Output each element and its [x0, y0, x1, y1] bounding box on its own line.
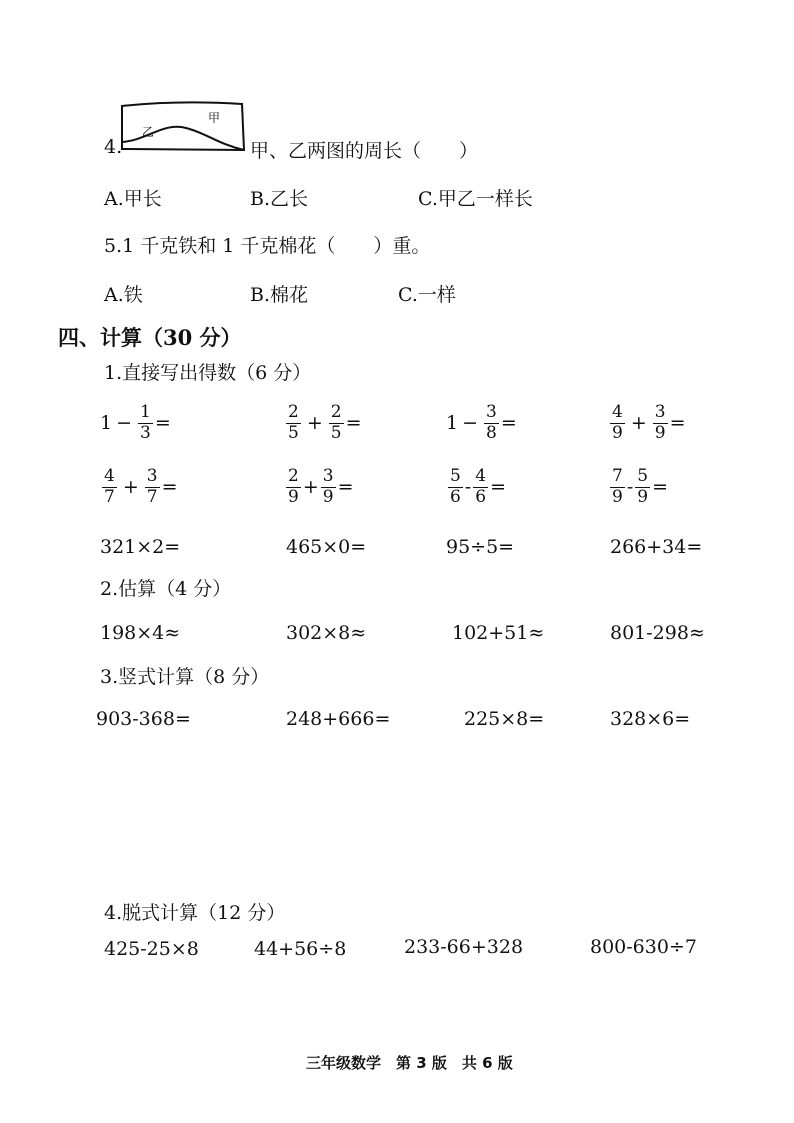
calc-problem: 321×2=: [100, 536, 181, 558]
calc-problem: 95÷5=: [446, 536, 515, 558]
step-calc-problem: 44+56÷8: [254, 938, 347, 960]
estimate-problem: 102+51≈: [452, 622, 545, 644]
step-calc-problem: 800-630÷7: [590, 936, 697, 958]
step-calc-problem: 425-25×8: [104, 938, 199, 960]
fraction-problem: 1 − $\frac{1}{3}$ =: [100, 402, 171, 443]
vertical-calc-problem: 903-368=: [96, 708, 191, 730]
section-title: 四、计算（30 分）: [58, 325, 242, 350]
fraction-problem: 1 − $\frac{3}{8}$ =: [446, 402, 517, 443]
calc-problem: 465×0=: [286, 536, 367, 558]
figure-label-yi: 乙: [142, 125, 155, 139]
part3-title: 3.竖式计算（8 分）: [100, 666, 270, 688]
q4-option-c: C.甲乙一样长: [418, 188, 533, 210]
estimate-problem: 801-298≈: [610, 622, 705, 644]
fraction-problem: $\frac{4}{7}$ + $\frac{3}{7}$ =: [104, 466, 178, 507]
q4-question: 甲、乙两图的周长（ ）: [250, 140, 479, 162]
q5-option-a: A.铁: [104, 284, 143, 306]
fraction-problem: $\frac{4}{9}$ + $\frac{3}{9}$ =: [612, 402, 686, 443]
fraction-problem: $\frac{2}{5}$ + $\frac{2}{5}$ =: [288, 402, 362, 443]
part1-title: 1.直接写出得数（6 分）: [104, 362, 312, 384]
estimate-problem: 198×4≈: [100, 622, 181, 644]
q5-option-b: B.棉花: [250, 284, 309, 306]
rectangle-split-figure: [118, 100, 248, 155]
calc-problem: 266+34=: [610, 536, 703, 558]
vertical-calc-problem: 248+666=: [286, 708, 391, 730]
vertical-calc-problem: 328×6=: [610, 708, 691, 730]
page-footer: 三年级数学 第 3 版 共 6 版: [306, 1054, 513, 1072]
step-calc-problem: 233-66+328: [404, 936, 524, 958]
figure-label-jia: 甲: [208, 111, 221, 125]
q5-question: 5.1 千克铁和 1 千克棉花（ ）重。: [104, 235, 431, 257]
fraction-problem: $\frac{5}{6}$ - $\frac{4}{6}$ =: [450, 466, 506, 507]
part2-title: 2.估算（4 分）: [100, 578, 232, 600]
part4-title: 4.脱式计算（12 分）: [104, 902, 286, 924]
q4-number: 4.: [104, 136, 123, 158]
q4-option-b: B.乙长: [250, 188, 309, 210]
q4-option-a: A.甲长: [104, 188, 162, 210]
fraction-problem: $\frac{7}{9}$ - $\frac{5}{9}$ =: [612, 466, 668, 507]
fraction-problem: $\frac{2}{9}$ + $\frac{3}{9}$ =: [288, 466, 354, 507]
vertical-calc-problem: 225×8=: [464, 708, 545, 730]
q5-option-c: C.一样: [398, 284, 456, 306]
estimate-problem: 302×8≈: [286, 622, 367, 644]
